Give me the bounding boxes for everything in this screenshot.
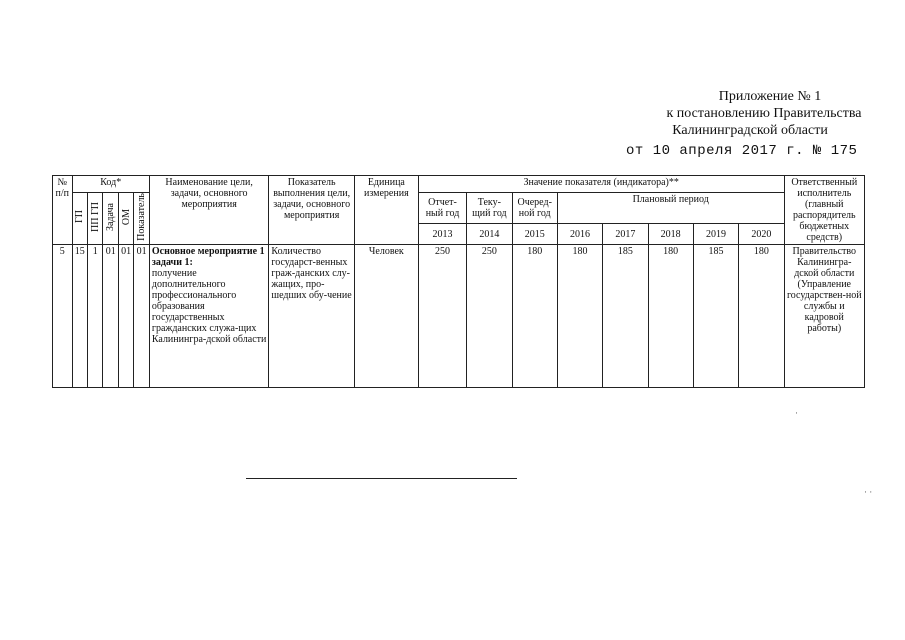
year-cell: 2013 (418, 224, 466, 245)
scan-speck: · · (864, 487, 873, 497)
row-value: 250 (467, 245, 512, 388)
code-om: ОМ (118, 193, 133, 245)
header-row-1 (53, 176, 865, 193)
year-cell: 2018 (648, 224, 693, 245)
row-value: 185 (693, 245, 738, 388)
col-unit-header: Единица измерения (354, 176, 418, 245)
appendix-header (610, 88, 890, 139)
year-cell: 2015 (512, 224, 557, 245)
sub-next-year: Очеред-ной год (512, 193, 557, 224)
row-exec: Правительство Калинингра-дской области (Управление государствен-ной службы и кадровой работы) (784, 245, 864, 388)
col-code-header: Код* (72, 176, 149, 193)
code-task: Задача (103, 193, 118, 245)
row-value: 180 (739, 245, 784, 388)
row-code-om: 01 (118, 245, 133, 388)
row-indicator: Количество государст-венных граж-данских слу-жащих, про-шедших обу-чение (269, 245, 355, 388)
signature-line (246, 478, 517, 479)
row-unit: Человек (354, 245, 418, 388)
row-code-ppgp: 1 (88, 245, 103, 388)
sub-report-year: Отчет-ный год (418, 193, 466, 224)
row-value: 185 (603, 245, 648, 388)
row-name (149, 245, 269, 388)
table-row (53, 245, 865, 388)
row-name-rest: получение дополнительного профессионального образования государственных гражданских служа-щих Калинингра-дской области (151, 268, 267, 345)
row-value: 180 (512, 245, 557, 388)
sub-plan-period: Плановый период (557, 193, 784, 224)
col-value-header: Значение показателя (индикатора)** (418, 176, 784, 193)
row-value: 180 (648, 245, 693, 388)
row-num: 5 (53, 245, 73, 388)
row-value: 180 (557, 245, 602, 388)
appendix-title: Приложение № 1 (718, 89, 822, 104)
row-name-bold: Основное мероприятие 1 задачи 1: (151, 246, 265, 268)
row-code-task: 01 (103, 245, 118, 388)
row-code-gp: 15 (72, 245, 87, 388)
sub-current-year: Теку-щий год (467, 193, 512, 224)
year-cell: 2016 (557, 224, 602, 245)
year-cell: 2014 (467, 224, 512, 245)
code-gp: ГП (72, 193, 87, 245)
year-cell: 2019 (693, 224, 738, 245)
year-cell: 2020 (739, 224, 784, 245)
col-exec-header: Ответственный исполнитель (главный распорядитель бюджетных средств) (784, 176, 864, 245)
col-num-header: № п/п (53, 176, 73, 245)
col-name-header: Наименование цели, задачи, основного мероприятия (149, 176, 269, 245)
indicator-table (52, 175, 865, 388)
row-code-indicator: 01 (134, 245, 150, 388)
year-cell: 2017 (603, 224, 648, 245)
appendix-subtitle: к постановлению Правительства (666, 106, 862, 121)
scan-speck: · (795, 408, 798, 418)
appendix-date: от 10 апреля 2017 г. № 175 (626, 143, 858, 159)
col-indicator-header: Показатель выполнения цели, задачи, основного мероприятия (269, 176, 355, 245)
row-value: 250 (418, 245, 466, 388)
code-indicator: Показатель (134, 193, 150, 245)
appendix-region: Калининградской области (672, 123, 828, 138)
code-ppgp: ПП ГП (88, 193, 103, 245)
